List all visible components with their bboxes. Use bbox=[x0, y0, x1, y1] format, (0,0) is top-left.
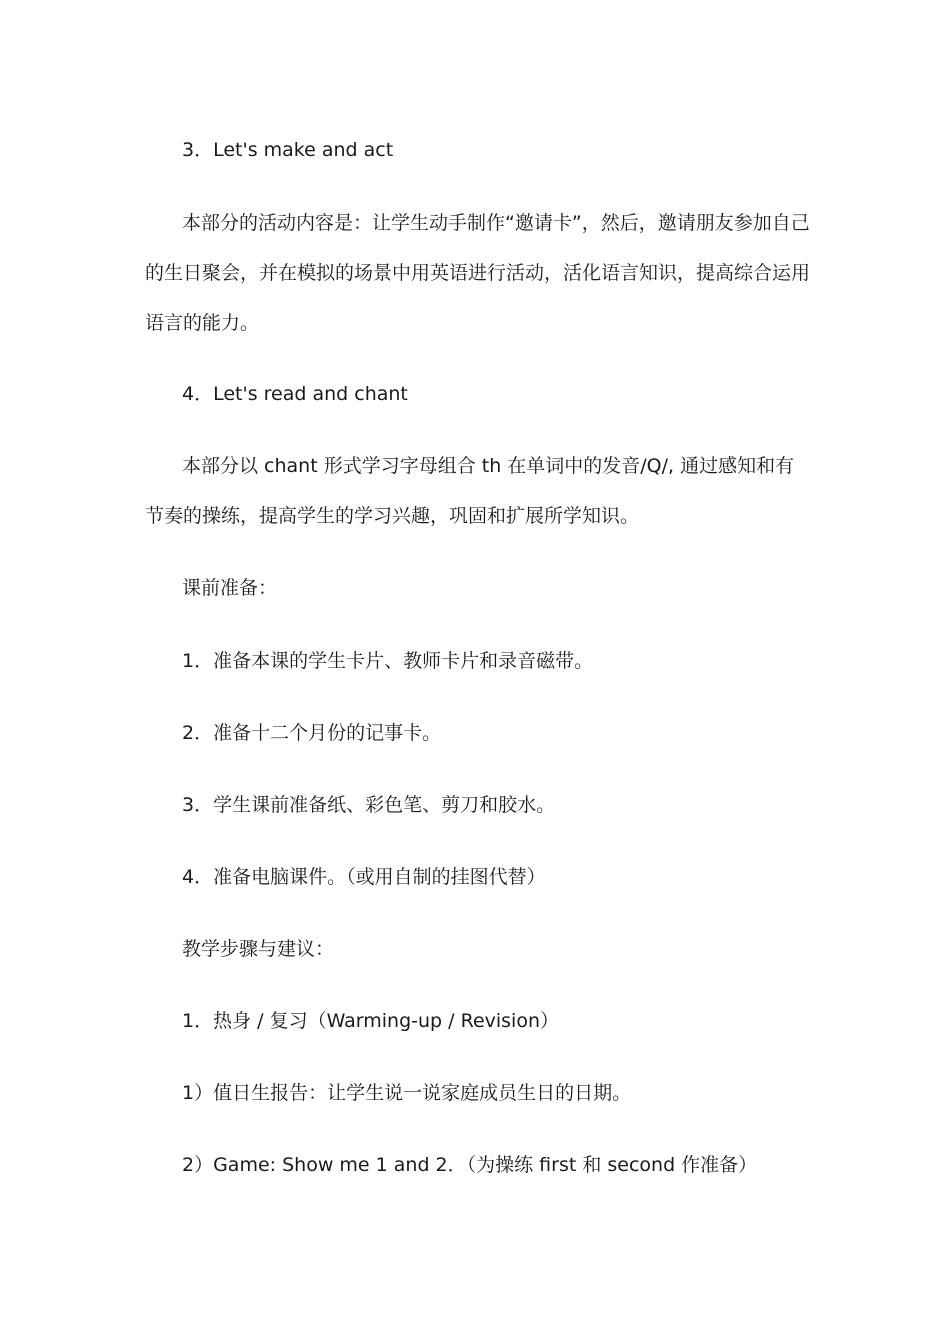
preparation-item-3: 3．学生课前准备纸、彩色笔、剪刀和胶水。 bbox=[182, 794, 556, 816]
heading-preparation: 课前准备： bbox=[182, 577, 278, 599]
preparation-item-2: 2．准备十二个月份的记事卡。 bbox=[182, 722, 442, 744]
paragraph-make-and-act-description: 本部分的活动内容是：让学生动手制作“邀请卡”，然后，邀请朋友参加自己的生日聚会，并在模拟的场景中用英语进行活动，活化语言知识，提高综合运用语言的能力。 bbox=[145, 212, 811, 334]
paragraph-read-and-chant-description: 本部分以 chant 形式学习字母组合 th 在单词中的发音/Q/, 通过感知和有节奏的操练，提高学生的学习兴趣，巩固和扩展所学知识。 bbox=[145, 455, 795, 527]
section-heading-read-and-chant: 4．Let's read and chant bbox=[182, 383, 408, 405]
step-duty-report: 1）值日生报告：让学生说一说家庭成员生日的日期。 bbox=[182, 1082, 632, 1104]
step-warming-up: 1．热身 / 复习（Warming-up / Revision） bbox=[182, 1010, 559, 1032]
heading-teaching-steps: 教学步骤与建议： bbox=[182, 938, 335, 960]
step-game-show-me: 2）Game: Show me 1 and 2．（为操练 first 和 second 作准备） bbox=[182, 1154, 758, 1176]
section-heading-make-and-act: 3．Let's make and act bbox=[182, 139, 394, 161]
preparation-item-4: 4．准备电脑课件。（或用自制的挂图代替） bbox=[182, 866, 546, 888]
preparation-item-1: 1．准备本课的学生卡片、教师卡片和录音磁带。 bbox=[182, 650, 594, 672]
